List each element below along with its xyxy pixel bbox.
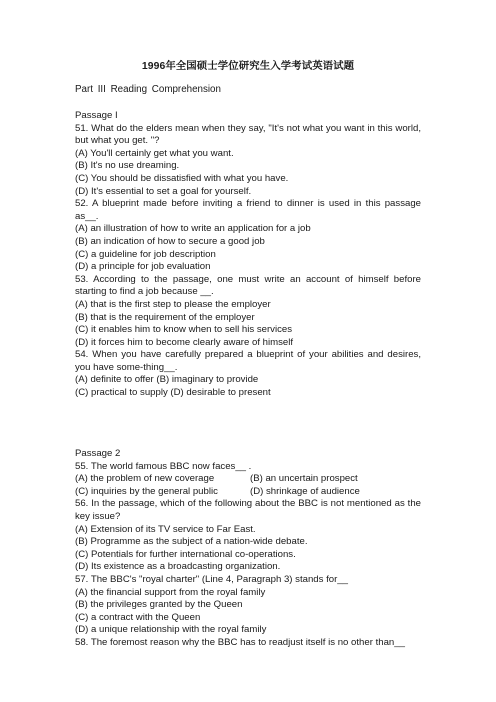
option: (B) It's no use dreaming. [75,160,180,172]
option: (A) Extension of its TV service to Far East. [75,523,256,535]
question-52: 52. A blueprint made before inviting a friend to dinner is used in this passage as__. [75,198,421,222]
question-51: 51. What do the elders mean when they say, "It's not what you want in this world, but what you get. "? [75,122,421,147]
option-pair [75,473,421,486]
option: (C) a guideline for job description [75,248,216,260]
option: (B) Programme as the subject of a nation-wide debate. [75,536,308,548]
section-heading: Part III Reading Comprehension [75,84,221,95]
passage-1 [75,110,421,400]
passage-heading: Passage I [75,110,118,121]
option: (D) it forces him to become clearly aware of himself [75,336,294,348]
question-53: 53. According to the passage, one must write an account of himself before starting to find a job because __. [75,273,421,298]
option: (A) that is the first step to please the employer [75,298,271,310]
option: (A) the problem of new coverage [75,473,215,485]
option: (C) a contract with the Queen [75,611,201,623]
option: (D) Its existence as a broadcasting organization. [75,561,281,573]
option: (C) it enables him to know when to sell his services [75,324,293,336]
option: (D) shrinkage of audience [250,485,360,497]
option: (D) It's essential to set a goal for yourself. [75,185,252,197]
option: (A) You'll certainly get what you want. [75,147,234,159]
option: (C) inquiries by the general public [75,485,218,497]
option: (C) Potentials for further international co-operations. [75,548,296,560]
option: (C) practical to supply (D) desirable to present [75,387,271,399]
question-54: 54. When you have carefully prepared a blueprint of your abilities and desires, you have some-thing__. [75,349,421,373]
option: (D) a unique relationship with the royal family [75,624,267,636]
option: (A) an illustration of how to write an application for a job [75,223,311,235]
question-56: 56. In the passage, which of the following about the BBC is not mentioned as the key issue? [75,498,421,522]
option: (B) an indication of how to secure a good job [75,235,265,247]
option: (B) that is the requirement of the employer [75,311,255,323]
question-55: 55. The world famous BBC now faces__ . [75,460,252,472]
option: (A) the financial support from the royal family [75,586,266,598]
passage-heading: Passage 2 [75,448,121,459]
option-pair [75,486,421,499]
option: (B) an uncertain prospect [250,473,358,485]
question-57: 57. The BBC's "royal charter" (Line 4, Paragraph 3) stands for__ [75,573,348,585]
option: (B) the privileges granted by the Queen [75,599,243,611]
question-58: 58. The foremost reason why the BBC has to readjust itself is no other than__ [75,636,405,648]
passage-2 [75,448,421,650]
document-title: 1996年全国硕士学位研究生入学考试英语试题 [141,61,355,72]
option: (D) a principle for job evaluation [75,261,211,273]
option: (A) definite to offer (B) imaginary to provide [75,374,259,386]
option: (C) You should be dissatisfied with what you have. [75,172,289,184]
